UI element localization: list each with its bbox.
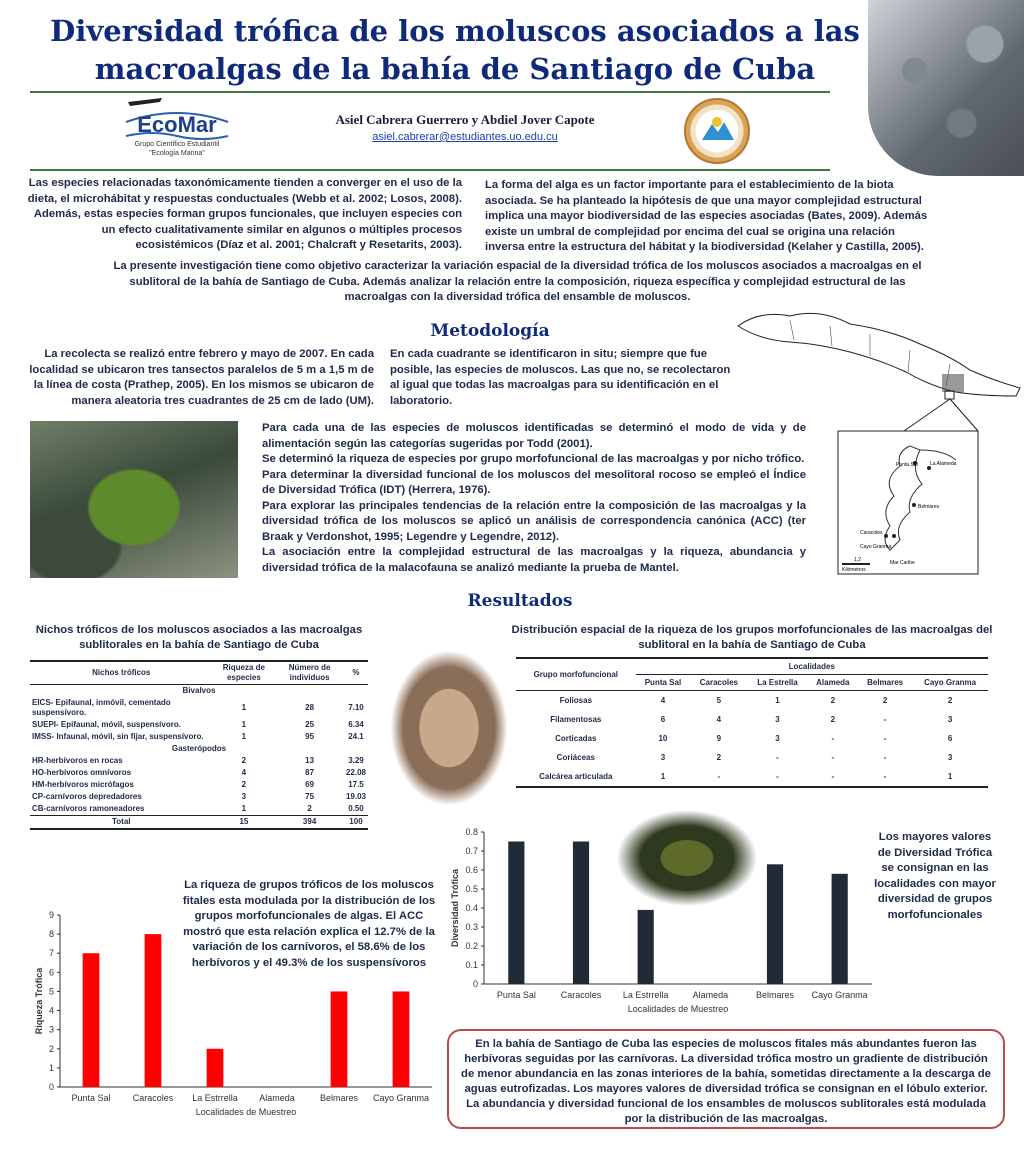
table2-value-cell: - (883, 772, 887, 781)
table1-value-cell: 2 (241, 756, 247, 765)
y-tick-label: 9 (48, 910, 54, 920)
map-label-belmares: Belmares (918, 504, 940, 510)
y-tick-label: 0 (472, 979, 478, 989)
title-divider (30, 91, 830, 93)
table2-header-group: Grupo morfofuncional (516, 658, 636, 691)
table2-locality-header: Punta Sal (644, 678, 682, 687)
table2-value-cell: 2 (716, 753, 722, 762)
table1-value-cell: 28 (305, 703, 315, 712)
table-row (516, 729, 988, 748)
bar (767, 864, 783, 984)
y-axis-title: Diversidad Trófica (450, 868, 460, 948)
table2-locality-header: Caracoles (699, 678, 738, 687)
table1-value-cell: 1 (241, 720, 247, 729)
ecomar-logo-subtitle-1: Grupo Científico Estudiantil (134, 141, 220, 148)
x-tick-label: Belmares (319, 1093, 359, 1103)
conclusion-box: En la bahía de Santiago de Cuba las especies de moluscos fitales más abundantes fueron las herbívoras seguidas por las carnívoras. La diversidad trófica mostro un gradiente de distribución de menor abundancia en las zonas interiores de la bahía, sometidas directamente a la descarga de aguas eutrofizadas. Los mayores valores de diversidad trófica se consignan en el lóbulo exterior. La abundancia y diversidad funcional de los ensambles de moluscos sublitorales está modulada por la distribución de las macroalgas. (447, 1029, 1005, 1129)
table2-value-cell: 3 (947, 753, 953, 762)
table1-caption: Nichos tróficos de los moluscos asociados a las macroalgas sublitorales en la bahía de Santiago de Cuba (35, 624, 363, 651)
map-label-mar-caribe: Mar Caribe (890, 560, 915, 566)
x-tick-label: Alameda (692, 990, 729, 1000)
methods-heading: Metodología (430, 321, 550, 341)
x-tick-label: La Estrrella (192, 1093, 238, 1103)
bar (207, 1049, 224, 1087)
intro-left-paragraph: Las especies relacionadas taxonómicamente tienden a converger en el uso de la dieta, el microhábitat y respuestas conductuales (Webb et al. 2002; Losos, 2008). Además, estas especies forman grupos funcionales, que incluyen especies con un efecto cualitativamente similar en algunos o múltiples procesos ecosistémicos (Díaz et al. 2001; Chalcraft y Resetarits, 2003). (27, 177, 462, 251)
table1-value-cell: 17.5 (348, 780, 364, 789)
table-row (516, 710, 988, 729)
x-tick-label: Punta Sal (496, 990, 536, 1000)
table2-locality-header: La Estrella (757, 678, 798, 687)
snail-on-algae-photo (614, 808, 760, 908)
table1-niche-cell: HM-herbívoros micrófagos (32, 780, 134, 789)
results-heading: Resultados (467, 591, 573, 611)
table2-header-localities: Localidades (636, 658, 988, 675)
university-seal-icon (684, 98, 750, 164)
table-row (30, 791, 368, 803)
table1-group-bivalvos (30, 685, 368, 698)
bar (145, 934, 162, 1087)
bar (331, 991, 348, 1087)
table-row (30, 731, 368, 743)
y-tick-label: 6 (48, 967, 54, 978)
x-tick-label: Cayo Granma (811, 990, 868, 1000)
table2-value-cell: 3 (775, 715, 780, 724)
table2-value-cell: 6 (947, 734, 953, 743)
x-tick-label: Punta Sal (71, 1093, 111, 1103)
bar (508, 842, 524, 985)
table1-header-individuals: Número de individuos (288, 663, 331, 682)
table1-niche-cell: CP-carnívoros depredadores (32, 792, 142, 801)
methods-paragraph-2: Se determinó la riqueza de especies por grupo morfofuncional de las macroalgas y por nicho trófico. (262, 453, 805, 465)
acc-result-text: La riqueza de grupos tróficos de los moluscos fitales esta modulada por la distribución de los grupos morfofuncionales de algas. El ACC mostró que esta relación explica el 12.7% de la variación de los carnívoros, el 58.6% de los herbívoros y el 49.3% de los suspensívoros (182, 879, 436, 969)
map-label-alameda: La Alameda (930, 461, 957, 467)
table2-group-cell: Filamentosas (550, 715, 602, 724)
map-label-scale: Kilómetros (842, 567, 866, 573)
table1-value-cell: 22.08 (345, 768, 366, 777)
table2-value-cell: 2 (882, 696, 888, 705)
y-tick-label: 4 (48, 1005, 54, 1016)
x-axis-title: Localidades de Muestreo (627, 1004, 729, 1014)
ecomar-logo-name: EcoMar (137, 112, 217, 137)
table-row (30, 697, 368, 719)
table-row (516, 691, 988, 711)
table2-value-cell: 5 (716, 696, 722, 705)
table1-value-cell: 0.50 (348, 804, 364, 813)
table1-group-label: Bivalvos (182, 686, 216, 695)
header-divider (30, 169, 830, 171)
table2-value-cell: 1 (947, 772, 953, 781)
y-tick-label: 0.7 (465, 846, 478, 856)
trophic-niches-table (30, 660, 368, 830)
table-row (516, 767, 988, 787)
table2-value-cell: 6 (660, 715, 666, 724)
table1-niche-cell: CB-carnívoros ramoneadores (32, 804, 145, 813)
table1-value-cell: 2 (241, 780, 247, 789)
table2-value-cell: 1 (775, 696, 780, 705)
mollusc-photo-top (868, 0, 1024, 176)
table1-value-cell: 24.1 (348, 732, 364, 741)
table2-value-cell: - (883, 734, 887, 743)
table2-locality-header: Belmares (867, 678, 904, 687)
y-tick-label: 0.5 (465, 884, 478, 894)
table-row (516, 748, 988, 767)
table2-value-cell: 2 (947, 696, 953, 705)
table1-value-cell: 4 (241, 768, 247, 777)
x-tick-label: La Estrrella (622, 990, 669, 1000)
ecomar-logo-subtitle-2: "Ecología Marina" (149, 150, 205, 157)
table2-group-cell: Calcárea articulada (539, 772, 613, 781)
methods-details (262, 421, 806, 576)
table2-value-cell: - (776, 753, 779, 762)
y-tick-label: 0.3 (465, 922, 478, 932)
table1-niche-cell: SUEPI- Epifaunal, móvil, suspensívoro. (32, 720, 181, 729)
title-line-1: Diversidad trófica de los moluscos asociados a las (50, 14, 860, 48)
map-label-punta-sal: Punta Sal (896, 462, 918, 468)
y-tick-label: 2 (48, 1043, 54, 1054)
bar (638, 910, 654, 984)
table-row (30, 719, 368, 731)
table2-value-cell: 2 (830, 715, 836, 724)
y-tick-label: 0.4 (465, 903, 478, 913)
table2-group-cell: Corticadas (555, 734, 597, 743)
table1-niche-cell: IMSS- Infaunal, móvil, sin fijar, suspensívoro. (32, 732, 204, 741)
methods-paragraph-1: Para cada una de las especies de moluscos identificadas se determinó el modo de vida y de alimentación según las categorías sugeridas por Todd (2001). (262, 422, 806, 450)
table-row (30, 755, 368, 767)
table1-value-cell: 87 (305, 768, 315, 777)
y-tick-label: 3 (48, 1024, 54, 1035)
table-row (30, 816, 368, 830)
methods-left-paragraph: La recolecta se realizó entre febrero y mayo de 2007. En cada localidad se ubicaron tres tansectos paralelos de 5 m a 1,5 m de la línea de costa (Prathep, 2005). En los mismos se ubicaron de manera aleatoria tres cuadrantes de 25 cm de lado (UM). (29, 348, 374, 407)
table2-locality-header: Cayo Granma (924, 678, 977, 687)
table1-value-cell: 2 (307, 804, 312, 813)
macroalgae-photo (30, 421, 238, 578)
table-row (30, 767, 368, 779)
y-tick-label: 5 (48, 986, 54, 997)
table1-value-cell: 1 (241, 732, 247, 741)
table2-value-cell: - (717, 772, 721, 781)
y-tick-label: 0.1 (465, 960, 478, 970)
table2-head (516, 658, 988, 691)
x-tick-label: Caracoles (132, 1093, 174, 1103)
table2-value-cell: - (883, 753, 887, 762)
table1-value-cell: 1 (241, 703, 247, 712)
map-label-scale-value: 1,2 (854, 557, 861, 563)
table1-value-cell: 6.34 (348, 720, 364, 729)
table1-body (30, 685, 368, 830)
table1-value-cell: 3 (241, 792, 247, 801)
y-axis-title: Riqueza Trófica (34, 967, 44, 1035)
table1-group-label: Gasterópodos (171, 744, 227, 753)
table1-niche-cell: Total (112, 817, 131, 826)
y-tick-label: 7 (48, 948, 54, 959)
bar (393, 991, 410, 1087)
table2-group-cell: Coriáceas (556, 753, 595, 762)
table1-value-cell: 25 (305, 720, 315, 729)
table1-header-richness: Riqueza de especies (222, 663, 265, 682)
table1-value-cell: 13 (305, 756, 315, 765)
table2-value-cell: - (831, 734, 835, 743)
table1-header-percent: % (352, 668, 360, 677)
table2-value-cell: 3 (660, 753, 666, 762)
methods-right-paragraph: En cada cuadrante se identificaron in situ; siempre que fue posible, las especies de moluscos. Las que no, se recolectaron al igual que todas las macroalgas para su identificación en el laboratorio. (390, 348, 731, 407)
table1-group-gasteropodos (30, 743, 368, 755)
table1-value-cell: 3.29 (348, 756, 364, 765)
ecomar-logo-graphic (122, 96, 232, 162)
table2-value-cell: 4 (660, 696, 666, 705)
table2-body (516, 691, 988, 788)
table2-value-cell: 1 (660, 772, 666, 781)
table1-value-cell: 7.10 (348, 703, 364, 712)
table2-value-cell: 2 (830, 696, 836, 705)
table1-niche-cell: HO-herbívoros omnívoros (32, 768, 132, 777)
idt-result-text: Los mayores valores de Diversidad Trófica se consignan en las localidades con mayor diversidad de grupos morfofuncionales (874, 831, 996, 921)
table1-value-cell: 19.03 (345, 792, 366, 801)
objective-paragraph: La presente investigación tiene como objetivo caracterizar la variación espacial de la diversidad trófica de los moluscos asociados a macroalgas en el sublitoral de la bahía de Santiago de Cuba. Además analizar la relación entre la composición, riqueza específica y complejidad estructural de las macroalgas con la diversidad trófica del ensamble de moluscos. (113, 260, 922, 303)
title-line-2: macroalgas de la bahía de Santiago de Cuba (94, 52, 816, 86)
table2-value-cell: 3 (775, 734, 780, 743)
table1-value-cell: 100 (349, 817, 363, 826)
y-tick-label: 0.6 (465, 865, 478, 875)
table2-value-cell: 10 (658, 734, 668, 743)
y-tick-label: 1 (48, 1062, 54, 1073)
table2-value-cell: 9 (716, 734, 722, 743)
methods-paragraph-3: Para determinar la diversidad funcional de los moluscos del mesolitoral rocoso se empleó el Índice de Diversidad Trófica (IDT) (Herrera, 1976). (262, 468, 806, 496)
author-email-link[interactable]: asiel.cabrerar@estudiantes.uo.edu.cu (372, 131, 558, 143)
table2-value-cell: - (831, 753, 835, 762)
table1-value-cell: 95 (305, 732, 315, 741)
x-tick-label: Caracoles (560, 990, 602, 1000)
table2-value-cell: 4 (716, 715, 722, 724)
x-tick-label: Alameda (259, 1093, 295, 1103)
bar (83, 953, 100, 1087)
table1-value-cell: 1 (241, 804, 247, 813)
table1-value-cell: 394 (302, 817, 317, 826)
map-label-cayo-granma: Cayo Granma (860, 544, 892, 550)
table1-value-cell: 75 (305, 792, 315, 801)
table1-header-niche: Nichos tróficos (92, 668, 151, 677)
table-row (30, 803, 368, 816)
table2-value-cell: - (883, 715, 887, 724)
table1-value-cell: 15 (239, 817, 249, 826)
table1-value-cell: 69 (305, 780, 315, 789)
table2-locality-header: Alameda (816, 678, 850, 687)
y-tick-label: 8 (48, 929, 54, 940)
x-tick-label: Belmares (755, 990, 795, 1000)
table1-niche-cell: HR-herbívoros en rocas (32, 756, 123, 765)
bar (832, 874, 848, 984)
algae-groups-table (516, 657, 988, 788)
bar (573, 842, 589, 985)
intro-right-paragraph: La forma del alga es un factor importante para el establecimiento de la biota asociada. Se ha planteado la hipótesis de que una mayor complejidad estructural implica una mayor biodiversidad de las especies asociadas (Bates, 2009). Además existe un umbral de complejidad por encima del cual se origina una relación inversa entre la estructura del hábitat y la biodiversidad (Kelaher y Castilla, 2005). (485, 179, 928, 253)
table2-value-cell: 3 (947, 715, 953, 724)
snail-shell-photo (390, 650, 508, 806)
y-tick-label: 0.8 (465, 827, 478, 837)
methods-paragraph-5: La asociación entre la complejidad estructural de las macroalgas y la riqueza, abundancia y diversidad trófica de la malacofauna se analizó mediante la prueba de Mantel. (262, 546, 806, 574)
authors: Asiel Cabrera Guerrero y Abdiel Jover Capote (335, 112, 595, 127)
table2-group-cell: Foliosas (559, 696, 593, 705)
poster-title (30, 12, 880, 88)
y-tick-label: 0 (48, 1082, 54, 1092)
methods-paragraph-4: Para explorar las principales tendencias de la relación entre la composición de las macroalgas y la diversidad trófica de los moluscos se aplicó un análisis de correspondencia canónica (ACC) (ter Braak y Verdonshot, 1995; Legendre y Legendre, 2012). (262, 499, 806, 543)
y-tick-label: 0.2 (465, 941, 478, 951)
x-axis-title: Localidades de Muestreo (195, 1107, 297, 1117)
table2-value-cell: - (776, 772, 779, 781)
table2-value-cell: - (831, 772, 835, 781)
ecomar-logo (122, 96, 232, 162)
table2-caption: Distribución espacial de la riqueza de los grupos morfofuncionales de las macroalgas del sublitoral en la bahía de Santiago de Cuba (511, 624, 993, 651)
table-row (30, 779, 368, 791)
map-label-caracoles: Caracoles (860, 530, 883, 536)
table1-niche-cell: EICS- Epifaunal, inmóvil, cementado suspensívoro. (32, 698, 171, 717)
x-tick-label: Cayo Granma (372, 1093, 430, 1103)
